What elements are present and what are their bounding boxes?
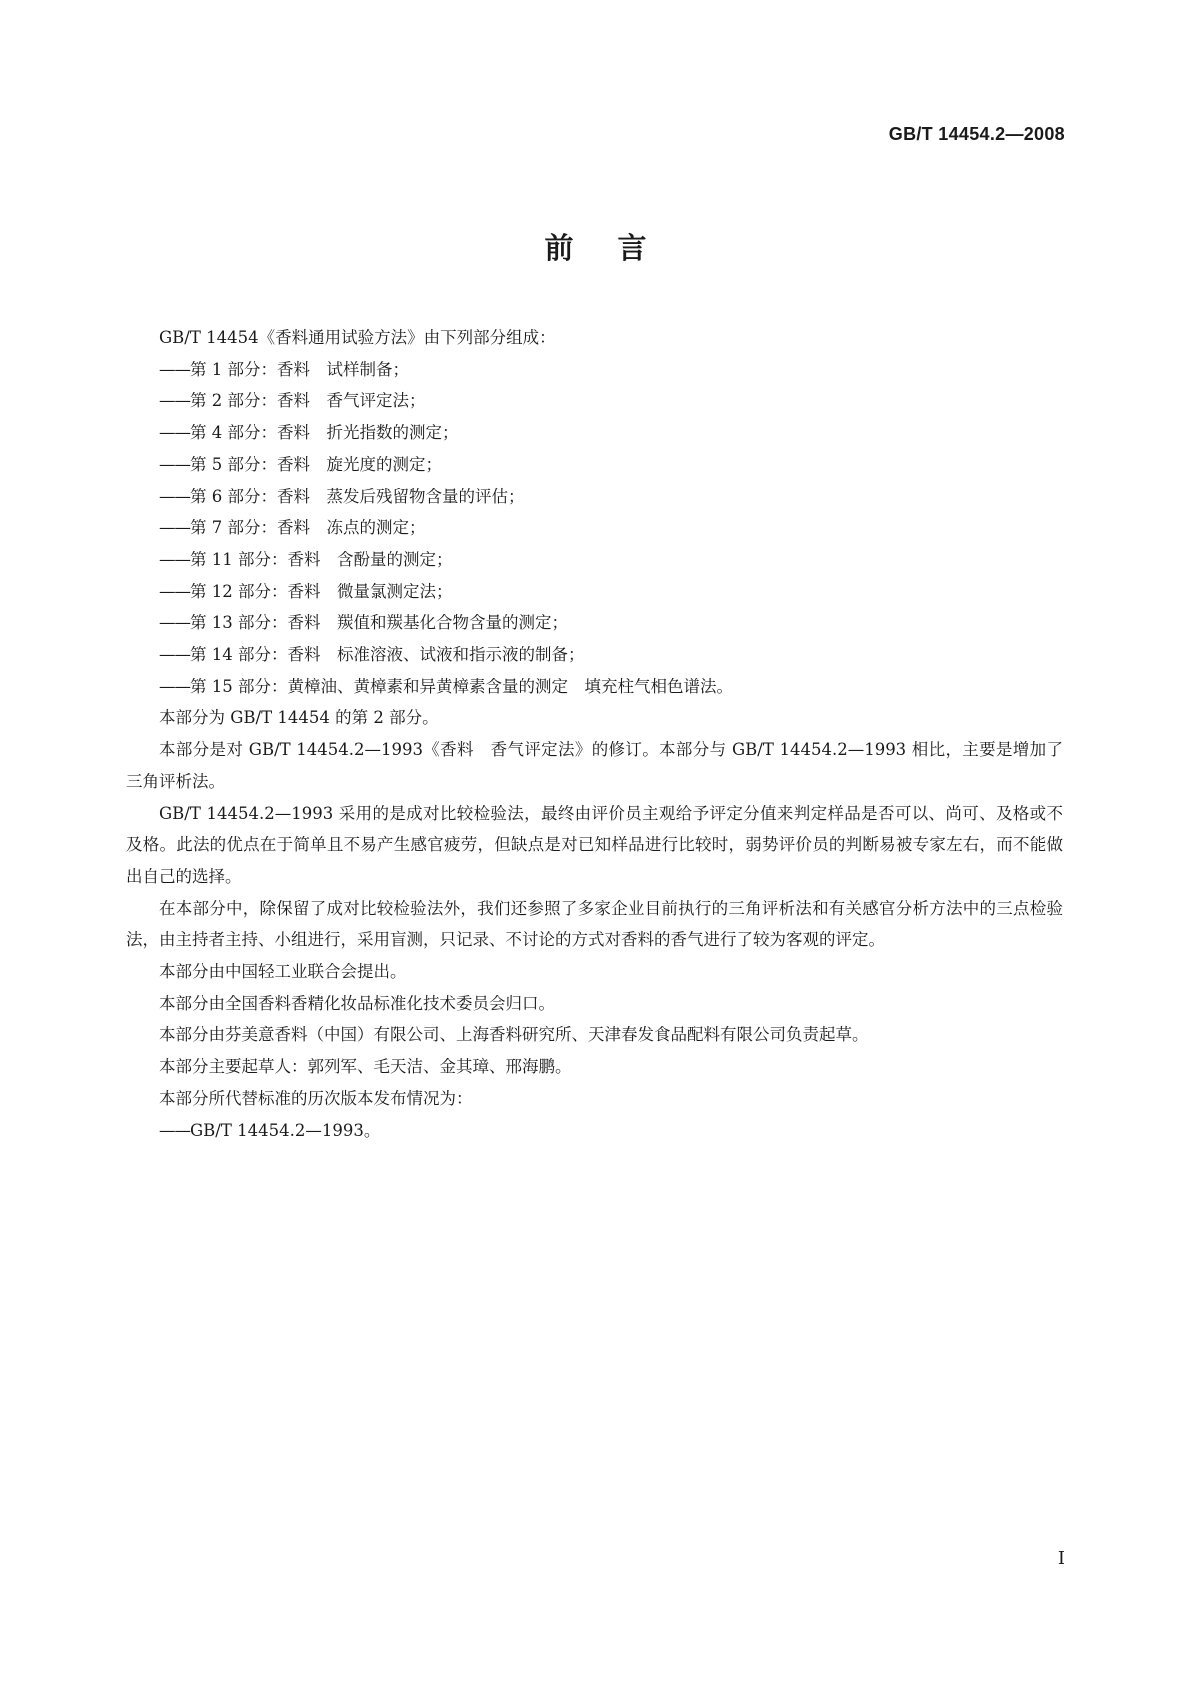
paragraph-proposed-by: 本部分由中国轻工业联合会提出。	[159, 962, 407, 982]
paragraph-drafting-organizations: 本部分由芬美意香料（中国）有限公司、上海香料研究所、天津春发食品配料有限公司负责起草。	[159, 1025, 869, 1045]
parts-list	[126, 354, 1063, 703]
list-item: ——第 11 部分：香料 含酚量的测定；	[159, 549, 453, 569]
page-title: 前言	[544, 231, 691, 265]
paragraph-history: 本部分所代替标准的历次版本发布情况为：	[159, 1088, 473, 1108]
list-item: ——第 4 部分：香料 折光指数的测定；	[159, 423, 459, 443]
paragraph-under-jurisdiction: 本部分由全国香料香精化妆品标准化技术委员会归口。	[159, 993, 555, 1013]
standard-number: GB/T 14454.2—2008	[888, 124, 1065, 144]
paragraph-old-method: GB/T 14454.2—1993 采用的是成对比较检验法，最终由评价员主观给予评定分值来判定样品是否可以、尚可、及格或不及格。此法的优点在于简单且不易产生感官疲劳，但缺点是对已知样品进行比较时，弱势评价员的判断易被专家左右，而不能做出自己的选择。	[126, 803, 1063, 886]
list-item: ——第 6 部分：香料 蒸发后残留物含量的评估；	[159, 486, 525, 506]
list-item: ——第 5 部分：香料 旋光度的测定；	[159, 454, 442, 474]
list-item: ——GB/T 14454.2—1993。	[159, 1120, 381, 1140]
superseded-list	[126, 1115, 1063, 1147]
list-item: ——第 13 部分：香料 羰值和羰基化合物含量的测定；	[159, 613, 568, 633]
list-item: ——第 1 部分：香料 试样制备；	[159, 359, 409, 379]
list-item: ——第 2 部分：香料 香气评定法；	[159, 391, 426, 411]
list-item: ——第 15 部分：黄樟油、黄樟素和异黄樟素含量的测定 填充柱气相色谱法。	[159, 676, 733, 696]
list-item: ——第 12 部分：香料 微量氯测定法；	[159, 581, 453, 601]
list-item: ——第 7 部分：香料 冻点的测定；	[159, 518, 426, 538]
intro-paragraph: GB/T 14454《香料通用试验方法》由下列部分组成：	[159, 328, 556, 347]
foreword-body	[126, 322, 1063, 1146]
paragraph-revision: 本部分是对 GB/T 14454.2—1993《香料 香气评定法》的修订。本部分与 GB/T 14454.2—1993 相比，主要是增加了三角评析法。	[126, 740, 1063, 791]
list-item: ——第 14 部分：香料 标准溶液、试液和指示液的制备；	[159, 645, 585, 665]
paragraph-drafters: 本部分主要起草人：郭列军、毛天洁、金其璋、邢海鹏。	[159, 1057, 572, 1077]
paragraph-part-statement: 本部分为 GB/T 14454 的第 2 部分。	[159, 708, 439, 728]
page-number: I	[1057, 1548, 1065, 1569]
paragraph-new-method: 在本部分中，除保留了成对比较检验法外，我们还参照了多家企业目前执行的三角评析法和有关感官分析方法中的三点检验法，由主持者主持、小组进行，采用盲测，只记录、不讨论的方式对香料的香气进行了较为客观的评定。	[126, 898, 1063, 950]
